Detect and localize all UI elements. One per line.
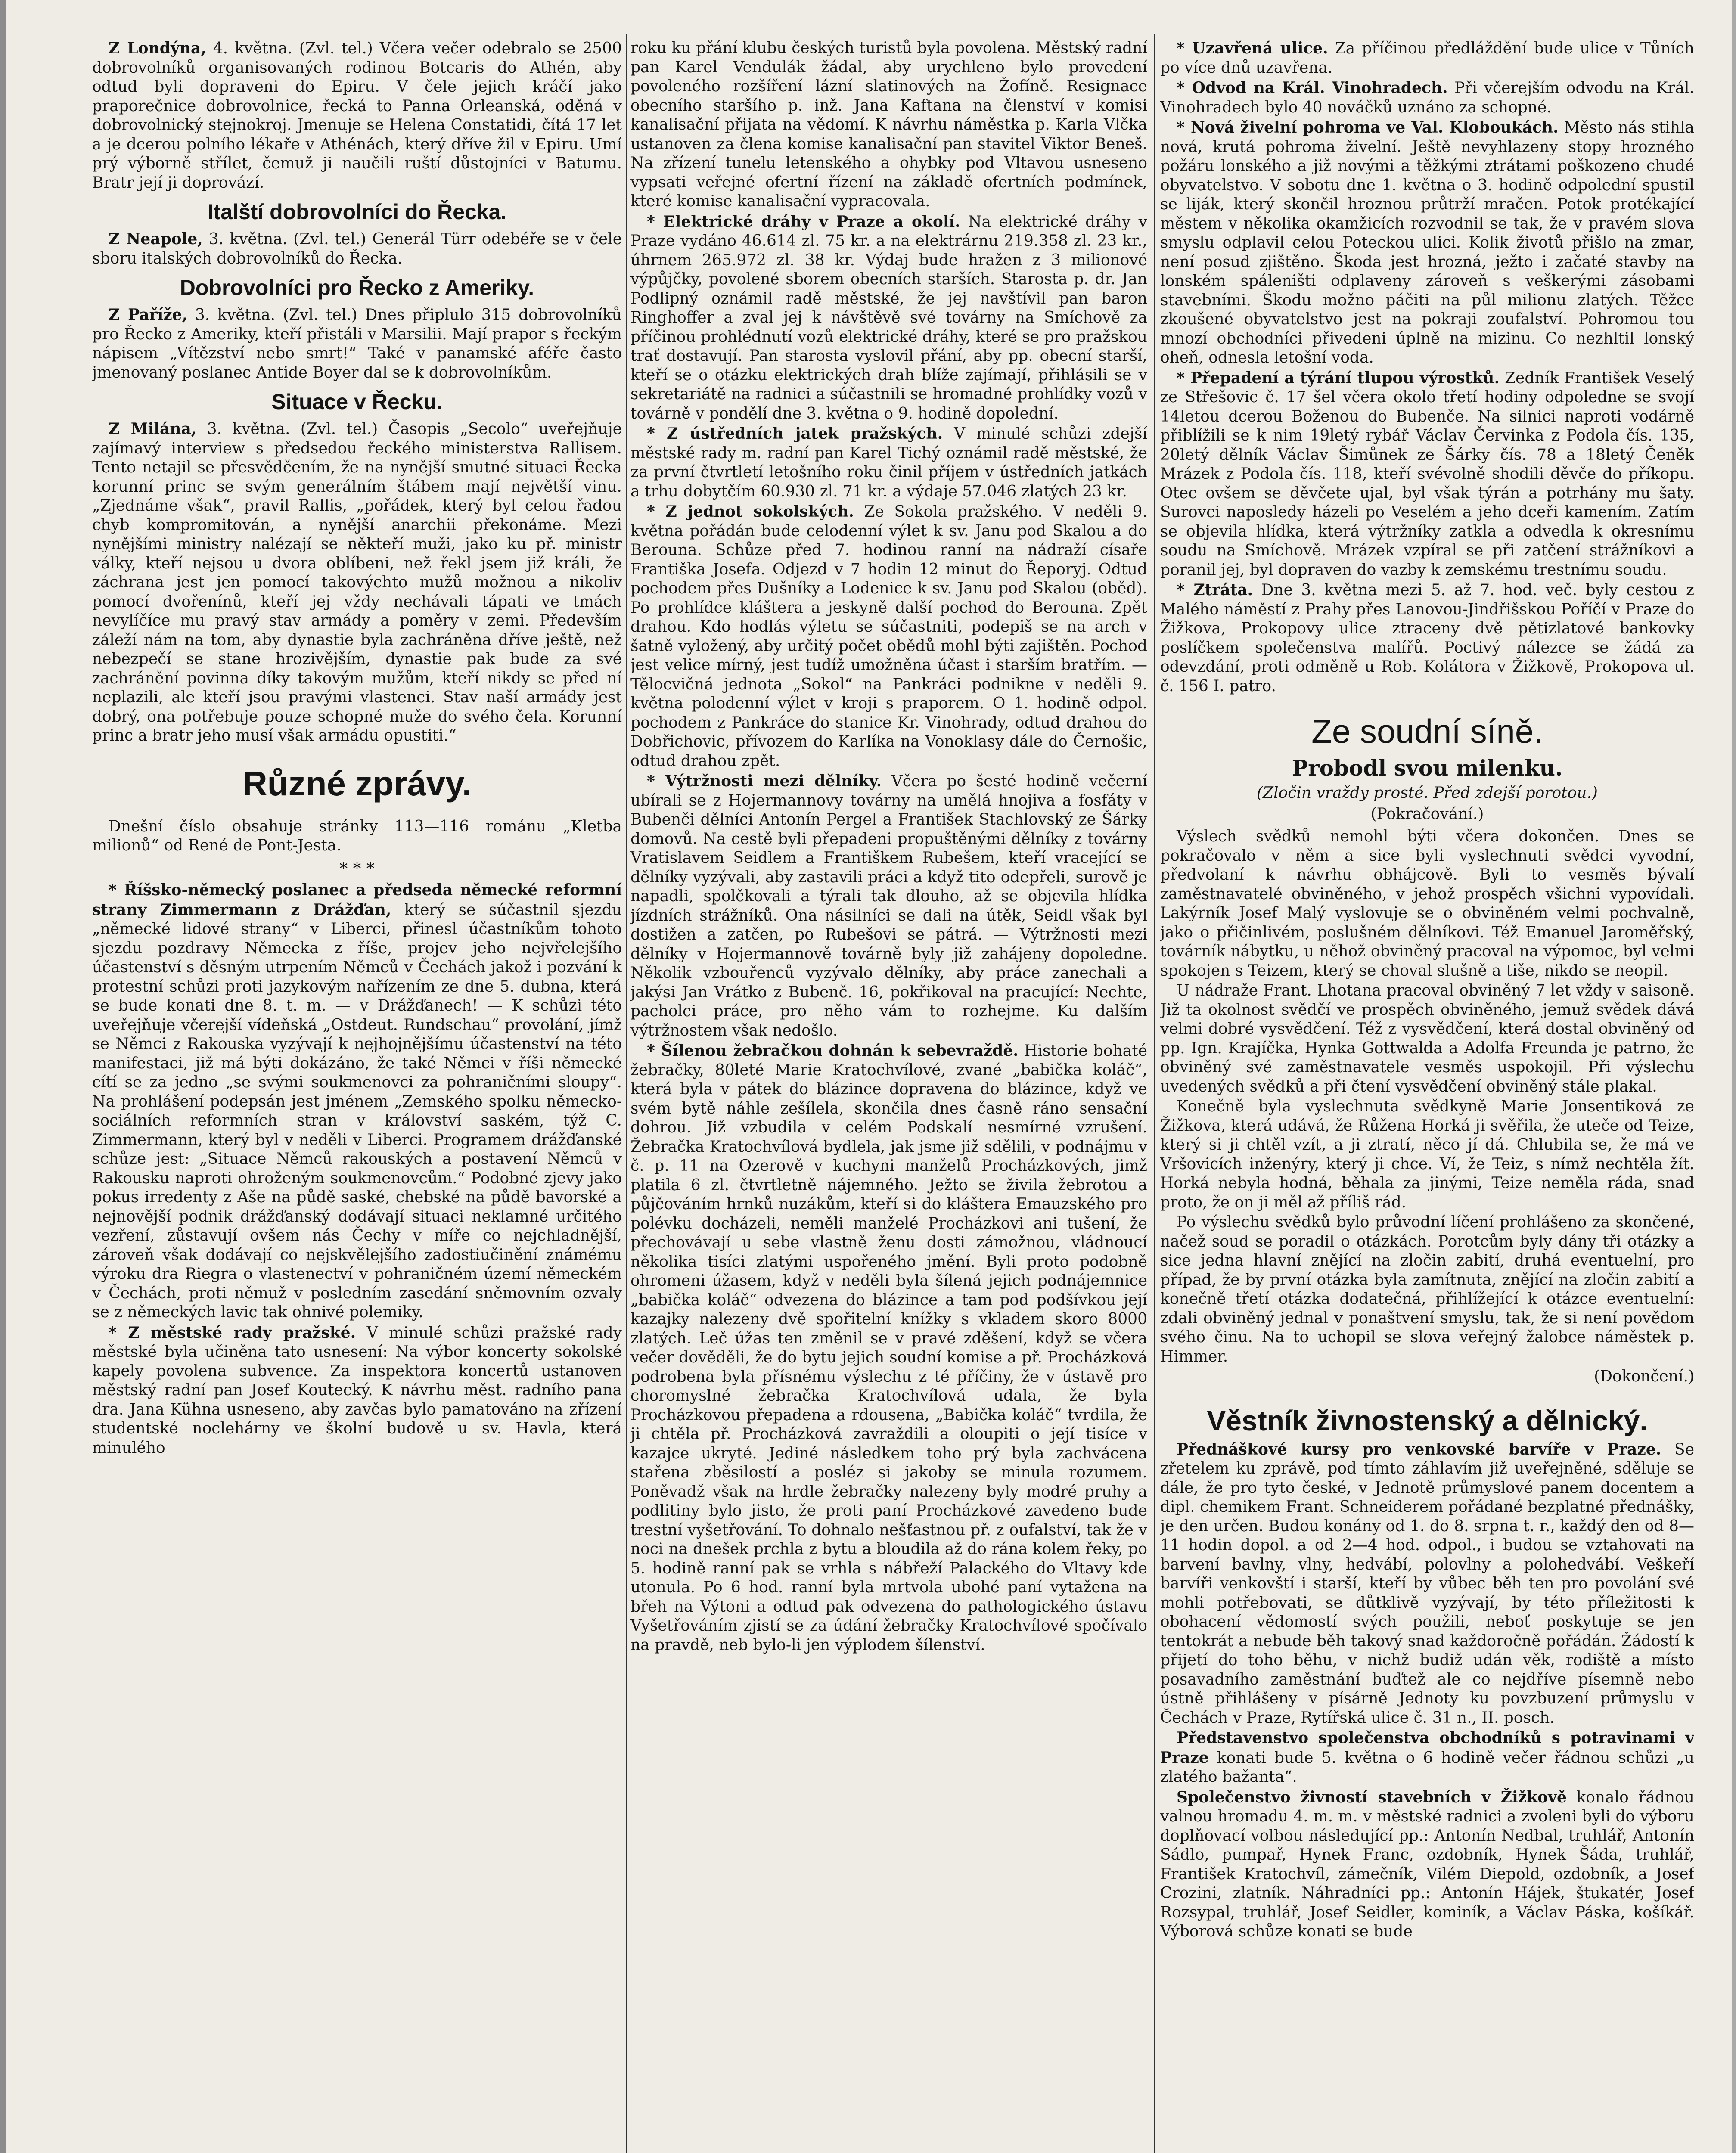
article-lead: * Výtržnosti mezi dělníky. — [647, 772, 882, 790]
article-text: Zedník František Veselý ze Střešovic č. 17 šel včera okolo třetí hodiny odpoledne se svojí 14letou dcerou Boženou do Bubenče. Na silnici naproti vodárně přiblížili se k nim 19letý rybář Václav Červinka z Podola čís. 135, 20letý dělník Václav Šimůnek ze Šárky čís. 78 a 18letý Čeněk Mrázek z Podola čís. 118, kteří svévolně shodili děvče do příkopu. Otec ovšem se děvčete ujal, byl však týrán a potrhány mu šaty. Surovci naposledy házeli po Veselém a jeho dceři kamením. Zatím se objevila hlídka, která výtržníky zatkla a odvedla k okresnímu soudu na Smíchově. Mrázek vzpíral se při zatčení strážníkovi a poranil jej, byl dopraven do vazby k zemskému trestnímu soudu. — [1160, 369, 1694, 579]
heading-court: Ze soudní síně. — [1311, 712, 1543, 750]
article-closed-street — [1160, 39, 1694, 78]
article-draft — [1160, 78, 1694, 117]
article-text: 3. května. (Zvl. tel.) Dnes připlulo 315 dobrovolníků pro Řecko z Ameriky, kteří přistáli v Marsilii. Mají prapor s řeckým nápisem „Vítězství nebo smrt!“ Také v panamské aféře často jmenovaný poslanec Antide Boyer dal se k dobrovolníkům. — [92, 306, 622, 382]
court-to-be-concluded: (Dokončení.) — [1594, 1368, 1694, 1385]
article-workers-riot — [630, 772, 1147, 1040]
court-text: U nádraže Frant. Lhotana pracoval obviněný 7 let vždy v saisoně. Již ta okolnost svědčí ve prospěch obviněného, jemuž svědek dává velmi dobré vysvědčení. Též z vysvědčení, která dostal obviněný od pp. Ign. Krajíčka, Hynka Gottwalda a Adolfa Freunda je patrno, že obviněný své zaměstnavatele vesměs uspokojil. Při výslechu uvedených svědků a při čtení vysvědčení obviněný stále plakal. — [1160, 982, 1694, 1095]
article-text: 3. května. (Zvl. tel.) Časopis „Secolo“ uveřejňuje zajímavý interview s předsedou řeckého ministerstva Rallisem. Tento netajil se přesvědčením, že na nynější smutné situaci Řecka korunní princ se svým generálním štábem mají největší vinu. „Zjednáme však“, pravil Rallis, „pořádek, který byl celou řadou chyb kompromitován, a nynější anarchii překonáme. Mezi nynějšími ministry nalézají se někteří muži, jako ku př. ministr války, kteří nejsou u dvora oblíbeni, než řekl jsem již králi, že záchrana jest jen pomocí takovýchto mužů možnou a nikoliv pomocí dvořenínů, kteří jej vždy nechávali tápati ve tmách nevylíčíce mu pravý stav armády a poměry v zemi. Především záleží nám na tom, aby dynastie byla zachráněna dříve ještě, než nebezpečí se stane hrozivějším, dynastie pak bude za své zachránění povinna díky takovým mužům, kteří nikdy se před ní neplazili, ale kteří jsou pravými vlastenci. Stav naší armády jest dobrý, ona potřebuje pouze schopné muže do svého čela. Korunní princ a bratr jeho musí však armádu opustiti.“ — [92, 420, 622, 745]
column-right — [1160, 39, 1694, 2153]
article-text: Dne 3. května mezi 5. až 7. hod. več. byly cestou z Malého náměstí z Prahy přes Lanovou-Jindřišskou Poříčí v Praze do Žižkova, Prokopovy ulice ztraceny dvě pětizlatové bankovky poslíčkem společenstva malířů. Poctivý nálezce se žádá za odevzdání, proti odměně u Rob. Kolátora v Žižkově, Prokopova ul. č. 156 I. patro. — [1160, 581, 1694, 695]
article-lead: Společenstvo živností stavebních v Žižkově — [1177, 1788, 1567, 1806]
article-text: Za příčinou předláždění bude ulice v Tůních po více dnů uzavřena. — [1160, 40, 1694, 77]
column-divider — [626, 34, 627, 2153]
article-lead: Z Milána, — [109, 420, 197, 438]
notice-novel: Dnešní číslo obsahuje stránky 113—116 románu „Kletba milionů“ od René de Pont-Jesta. — [92, 817, 622, 854]
article-text: Včera po šesté hodině večerní ubírali se z Hojermannovy továrny na umělá hnojiva a fosfáty v Bubenči dělníci Antonín Pergel a František Stachlovský ze Šárky domovů. Na cestě byli přepadeni propuštěnými dělníky z továrny Vratislavem Seidlem a Františkem Rubešem, kteří vracející se dělníky vyzývali, aby zastavili práci a když tito odepřeli, surově je napadli, spolčkovali a týrali tak dlouho, až se objevila hlídka jízdních strážníků. Ona násilníci se dali na útěk, Seidl však byl dostižen a zatčen, po Rubešovi se pátrá. — Výtržnosti mezi dělníky v Hojermannově továrně byly již zahájeny dopoledne. Několik vzbouřenců vyzývalo dělníky, aby práce zanechali a jakýsi Jan Vrátko z Bubenč. 16, pokřikoval na pracující: Nechte, pacholci práce, pro něho vám to rozhejme. Ku dalším výtržnostem však nedošlo. — [630, 772, 1147, 1039]
court-text: Po výslechu svědků bylo průvodní líčení prohlášeno za skončené, načež soud se poradil o otázkách. Porotcům byly dány tři otázky a sice jedna hlavní znějící na zločin zabití, druhá eventuelní, pro případ, že by první otázka byla zamítnuta, znějící na zločin zabití a konečně třetí otázka dodatečná, přihlížející k otázce eventuelní: zdali obviněný jednal v ponaštvení smyslu, tak, že si není povědom svého činu. Na to uchopil se slova veřejný žalobce náměstek p. Himmer. — [1160, 1213, 1694, 1365]
article-lead: * Odvod na Král. Vinohradech. — [1177, 79, 1448, 97]
court-text: Výslech svědků nemohl býti včera dokončen. Dnes se pokračovalo v něm a sice byli vyslechnuti svědci vyvodní, předvolaní k návrhu obhájcově. Byli to vesměs bývalí zaměstnavatelé obviněného, v jehož prospěch všichni vypovídali. Lakýrník Josef Malý vyslovuje se o obviněném velmi pochvalně, jako o přičinlivém, poslušném dělníkovi. Též Emanuel Jaroměřský, továrník nábytku, u něhož obviněný pracoval na výpomoc, byl velmi spokojen s Teizem, který se choval slušně a tiše, nikdo se neopil. — [1160, 828, 1694, 980]
article-lead: * Šílenou žebračkou dohnán k sebevraždě. — [647, 1042, 1019, 1060]
article-lead: Z Neapole, — [109, 230, 203, 248]
article-london — [92, 39, 622, 192]
article-text: V minulé schůzi pražské rady městské byla učiněna tato usnesení: Na výbor koncerty sokolské kapely povolena subvence. Za inspektora koncertů ustanoven městský radní pan Josef Koutecký. K návrhu měst. radního pana dra. Jana Kühna usneseno, aby zavčas bylo pamatováno na zřízení studentské noclehárny ve školní budově u sv. Havla, která minulého — [92, 1324, 622, 1457]
article-text: který se súčastnil sjezdu „německé lidové strany“ v Liberci, přinesl účastníkům tohoto sjezdu pozdravy Německa z říše, projev jeho nejvřelejšího účastenství s děsným utrpením Němců v Čechách jakož i pozvání k protestní schůzi proti jazykovým nařízením ze dne 5. dubna, která se bude konati dne 8. t. m. — v Drážďanech! — K schůzi této uveřejňuje včerejší vídeňská „Ostdeut. Rundschau“ provolání, jímž se Němci z Rakouska vyzývají k nejhojnějšímu účastenství na této manifestaci, již má býti dokázáno, že také Němci v říši německé cítí se za jedno „se svými soukmenovci za pohraničními sloupy“. Na prohlášení podepsán jest jménem „Zemského spolku německo-sociálních reformních stran v království saském, týž C. Zimmermann, který byl v neděli v Liberci. Programem drážďanské schůze jest: „Situace Němců rakouských a postavení Němců v Rakousku naproti ohroženým soukmenovcům.“ Podobné zjevy jako pokus irredenty z Aše na půdě saské, chebské na půdě bavorské a nejnovější podnik drážďanský dodávají situaci neklamné určitého vezření, zůstavují ovšem nás Čechy v míře co nejchladnější, zároveň však dodávají co nejskvělejšího zadostiučinění známému výroku dra Riegra o vlastenectví v pohraničném území německém v Čechách, proti němuž v posledním zasedání sněmovním ozvaly se z německých lavic tak ohnivé polemiky. — [92, 901, 622, 1321]
heading-italian-volunteers: Italští dobrovolníci do Řecka. — [207, 200, 507, 224]
column-middle — [630, 39, 1147, 2153]
article-lost — [1160, 580, 1694, 696]
article-lead: * Z městské rady pražské. — [109, 1323, 356, 1342]
article-assault — [1160, 369, 1694, 580]
court-note: (Zločin vraždy prosté. Před zdejší porotou.) — [1257, 784, 1598, 802]
article-zimmermann — [92, 881, 622, 1322]
article-text: konalo řádnou valnou hromadu 4. m. m. v městské radnici a zvoleni byli do výboru doplňovací volbou následující pp.: Antonín Nedbal, truhlář, Antonín Sádlo, pumpař, Hynek Franc, ozdobník, Hynek Šáda, truhlář, František Kratochvíl, zámečník, Vilém Diepold, ozdobník, a Josef Crozini, zlatník. Náhradníci pp.: Antonín Hájek, štukatér, Josef Rozsypal, truhlář, Josef Seidler, kominík, a Václav Páska, košíkář. Výborová schůze konati se bude — [1160, 1788, 1694, 1940]
article-lead: * Nová živelní pohroma ve Val. Kloboukách. — [1177, 118, 1559, 137]
heading-trade-bulletin: Věstník živnostenský a dělnický. — [1207, 1404, 1648, 1436]
article-paris — [92, 305, 622, 382]
article-lead: * Z ústředních jatek pražských. — [647, 425, 943, 443]
subheading-court: Probodl svou milenku. — [1292, 755, 1563, 781]
article-milan — [92, 419, 622, 746]
court-continuation: (Pokračování.) — [1370, 805, 1484, 823]
article-dyeing-courses — [1160, 1440, 1694, 1728]
article-text: V minulé schůzi zdejší městské rady m. radní pan Karel Tichý oznámil radě městské, že za první čtvrtletí letošního roku činil příjem v ústředních jatkách a trhu dobytčím 60.930 zl. 71 kr. a výdaje 57.046 zlatých 23 kr. — [630, 425, 1147, 500]
article-sokol — [630, 502, 1147, 771]
heading-greece-situation: Situace v Řecku. — [271, 390, 443, 414]
article-text: Na elektrické dráhy v Praze vydáno 46.614 zl. 75 kr. a na elektrárnu 219.358 zl. 23 kr., úhrnem 265.972 zl. 38 kr. Výdaj bude hražen z 3 milionové výpůjčky, povolené sborem obecních starších. Starosta p. dr. Jan Podlipný oznámil radě městské, že jej navštívil pan baron Ringhoffer a zval jej k návštěvě své továrny na Smíchově za příčinou prohlédnutí vozů elektrické dráhy, které se pro pražskou trať dostavují. Pan starosta vyslovil přání, aby pp. obecní starší, kteří se o otázku elektrických drah blíže zajímají, přihlásili se v sekretariátě na radnici a súčastnili se hromadné prohlídky vozů v továrně v pondělí dne 3. května o 9. hodině dopolední. — [630, 213, 1147, 422]
article-lead: * Elektrické dráhy v Praze a okolí. — [647, 212, 960, 231]
article-text: 4. května. (Zvl. tel.) Včera večer odebralo se 2500 dobrovolníků organisovaných rodinou Botcaris do Athén, aby odtud byli dopraveni do Epiru. V čele jejich kráčí jako praporečnice dobrovolnice, řecká to Panna Orleanská, oděná v dobrovolnický stejnokroj. Jmenuje se Helena Constatidi, čítá 17 let a je dcerou polního lékaře v Athénách, který dříve žil v Epiru. Umí prý výborně střílet, čemuž ji naučili ruští důstojníci v Batumu. Bratr její ji doprovází. — [92, 40, 622, 192]
article-lead: * Říšsko-německý poslanec a předseda německé reformní strany Zimmermann z Drážďan, — [92, 881, 622, 919]
section-stars: * * * — [339, 859, 375, 878]
article-text: 3. května. (Zvl. tel.) Generál Türr odebéře se v čele sboru italských dobrovolníků do Řecka. — [92, 230, 622, 267]
article-lead: Přednáškové kursy pro venkovské barvíře v Praze. — [1177, 1440, 1661, 1458]
article-lead: * Přepadení a týrání tlupou výrostků. — [1177, 369, 1500, 387]
article-city-council — [92, 1323, 622, 1458]
column-divider — [1154, 34, 1155, 2153]
article-text: Ze Sokola pražského. V neděli 9. května pořádán bude celodenní výlet k sv. Janu pod Skalou a do Berouna. Schůze před 7. hodinou ranní na nádraží císaře Františka Josefa. Odjezd v 7 hodin 12 minut do Řeporyj. Odtud pochodem přes Dušníky a Lodenice k sv. Janu pod Skalou (oběd). Po prohlídce kláštera a jeskyně další pochod do Berouna. Zpět drahou. Kdo hodlás výletu se súčastniti, podepiš se na arch v šatně vyložený, aby určitý počet obědů mohl býti zajištěn. Pochod jest velice mírný, jest tudíž umožněna účast i starším bratřím. — Tělocvičná jednota „Sokol“ na Pankráci podnikne v neděli 9. května polodenní výlet v kroji s praporem. O 1. hodině odpol. pochodem z Pankráce do stanice Kr. Vinohrady, odtud drahou do Dobřichovic, přívozem do Karlíka na Vonoklasy dále do Černošic, odtud drahou zpět. — [630, 503, 1147, 770]
article-trams — [630, 212, 1147, 424]
article-lead: * Uzavřená ulice. — [1177, 39, 1328, 57]
article-lead: * Z jednot sokolských. — [647, 503, 854, 521]
article-council-continued: roku ku přání klubu českých turistů byla povolena. Městský radní pan Karel Vendulák žádal, aby urychleno bylo provedení povoleného rozšíření lázní slatinových na Žofíně. Resignace obecního staršího p. inž. Jana Kaftana na členství v komisi kanalisační přijata na vědomí. K návrhu náměstka p. Karla Vlčka ustanoven za člena komise kanalisační pan stavitel Viktor Beneš. Na zřízení tunelu letenského a ohybky pod Vltavou usneseno vypsati veřejné ofertní řízení na základě ofertních podmínek, které komise kanalisační vypracovala. — [630, 39, 1147, 210]
article-lead: Z Londýna, — [109, 39, 206, 57]
article-lead: Z Paříže, — [109, 306, 188, 324]
article-lead: Představenstvo společenstva obchodníků s potravinami v Praze — [1160, 1729, 1694, 1767]
column-left — [92, 39, 622, 2153]
heading-america-volunteers: Dobrovolníci pro Řecko z Ameriky. — [180, 276, 534, 300]
article-text: Město nás stihla nová, krutá pohroma živelní. Ještě nevyhlazeny stopy hrozného požáru lonského a již novými a těžkými ztrátami poškozeno chudé obyvatelstvo. V sobotu dne 1. května o 3. hodině odpolední spustil se liják, který skončil hroznou průtrží mračen. Potok protékající městem v několika okamžicích rozvodnil se tak, že v pravém slova smyslu odplavil celou Poteckou ulici. Kolik životů přišlo na zmar, není posud zjištěno. Škoda jest hrozná, ježto i začaté stavby na lonském spáleništi odplaveny zároveň s veškerými zásobami stavebními. Škodu možno páčiti na půl milionu zlatých. Těžce zkoušené obyvatelstvo jest na pokraji zoufalství. Pohromou tou mnozí obchodníci přivedeni úplně na mizinu. Co nezhltil lonský oheň, odnesla letošní voda. — [1160, 119, 1694, 366]
article-lead: * Ztráta. — [1177, 581, 1253, 599]
article-slaughterhouse — [630, 424, 1147, 501]
article-disaster — [1160, 118, 1694, 368]
court-text: Konečně byla vyslechnuta svědkyně Marie Jonsentiková ze Žižkova, která udává, že Růžena Horká ji svěřila, že uteče od Teize, který si ji chtěl vzít, a ji ztratí, něco jí dá. Chlubila se, že má ve Vršovicích inženýry, který ji chce. Ví, že Teiz, s nímž nechtěla žít. Horká nebyla hodná, běhala za jinými, Teize neměla ráda, snad proto, že on ji měl až příliš rád. — [1160, 1098, 1694, 1211]
article-text: Se zřetelem ku zprávě, pod tímto záhlavím již uveřejněné, sděluje se dále, že pro tyto české, v Jednotě průmyslové panem docentem a dipl. chemikem Frant. Schneiderem pořádané bezplatné přednášky, je den určen. Budou konány od 1. do 8. srpna t. r., každý den od 8—11 hodin dopol. a od 2—4 hod. odpol., i budou se vztahovati na barvení bavlny, vlny, hedvábí, polovlny a polohedvábí. Veškeří barvíři venkovští i starší, kteří by vůbec běh ten pro povolání své mohli potřebovati, se důtklivě vyzývají, by této příležitosti k obohacení vědomostí svých použili, neboť poskytuje se jen tentokrát a nebude běh takový snad každoročně pořádán. Žádostí k přijetí do toho běhu, v nichž budiž udán věk, rodiště a místo posavadního zaměstnání buďtež ale co nejdříve písemně nebo ústně přihlášeny v písárně Jednoty ku povzbuzení průmyslu v Čechách v Praze, Rytířská ulice č. 31 n., II. posch. — [1160, 1440, 1694, 1727]
heading-various-news: Různé zprávy. — [242, 764, 472, 803]
article-grocers — [1160, 1728, 1694, 1787]
article-text: konati bude 5. května o 6 hodině večer řádnou schůzi „u zlatého bažanta“. — [1160, 1749, 1694, 1786]
article-zizkov-guild — [1160, 1788, 1694, 1942]
article-text: Při včerejším odvodu na Král. Vinohradech bylo 40 nováčků uznáno za schopné. — [1160, 79, 1694, 116]
article-beggar — [630, 1041, 1147, 1655]
article-naples — [92, 230, 622, 268]
article-text: Historie bohaté žebračky, 80leté Marie Kratochvílové, zvané „babička koláč“, která byla v pátek do blázince dopravena do blázince, když ve svém bytě náhle zešílela, skončila dnes časně ráno sensační dohrou. Již vzbudila v celém Podskalí nesmírné vzrušení. Žebračka Kratochvílová bydlela, jak jsme již sdělili, v podnájmu v č. p. 11 na Ozerově v kuchyni manželů Procházkových, jimž platila 6 zl. čtvrtletně nájemného. Ježto se živila žebrotou a půjčováním hrnků nuzákům, kteří si do kláštera Emauzského pro polévku docházeli, neměli manželé Procházkovi ani tušení, že přechovávají u sebe vlastně ženu dosti zámožnou, vládnoucí několika tisíci zlatými uspořeného jmění. Byli proto podobně ohromeni úžasem, když v neděli byla šílená jejich podnájemnice „babička koláč“ odvezena do blázince a tam pod podšívkou její kazajky nalezeny dvě spořitelní knížky s vkladem skoro 8000 zlatých. Leč úžas ten změnil se v pravé zděšení, když se včera večer dověděli, že do bytu jejich soudní komise a př. Procházková podrobena byla přísnému výslechu z té příčiny, že v ústavě pro choromyslné žebračka Kratochvílová udala, že byla Procházkovou přepadena a rdousena, „Babička koláč“ tvrdila, že ji chtěla př. Procházková zavraždili a oloupiti o její tisíce v kazajce ukryté. Jediné následkem toho prý byla zachvácena stařena zběsilostí a posléz si jakoby se minula rozumem. Poněvadž však na hrdle žebračky nalezeny byly modré pruhy a podlitiny bylo jisto, že proti paní Procházkové zavedeno bude trestní vyšetřování. To dohnalo nešťastnou př. z oufalství, tak že v noci na dnešek prchla z bytu a bloudila až do rána kolem řeky, po 5. hodině ranní pak se vrhla s nábřeží Palackého do Vltavy kde utonula. Po 6 hod. ranní byla mrtvola ubohé paní vytažena na břeh na Výtoni a odtud pak odvezena do pathologického ústavu Vyšetřováním zjistí se za údání žebračky Kratochvílové spočívalo na pravdě, neb bylo-li jen výplodem šílenství. — [630, 1042, 1147, 1654]
